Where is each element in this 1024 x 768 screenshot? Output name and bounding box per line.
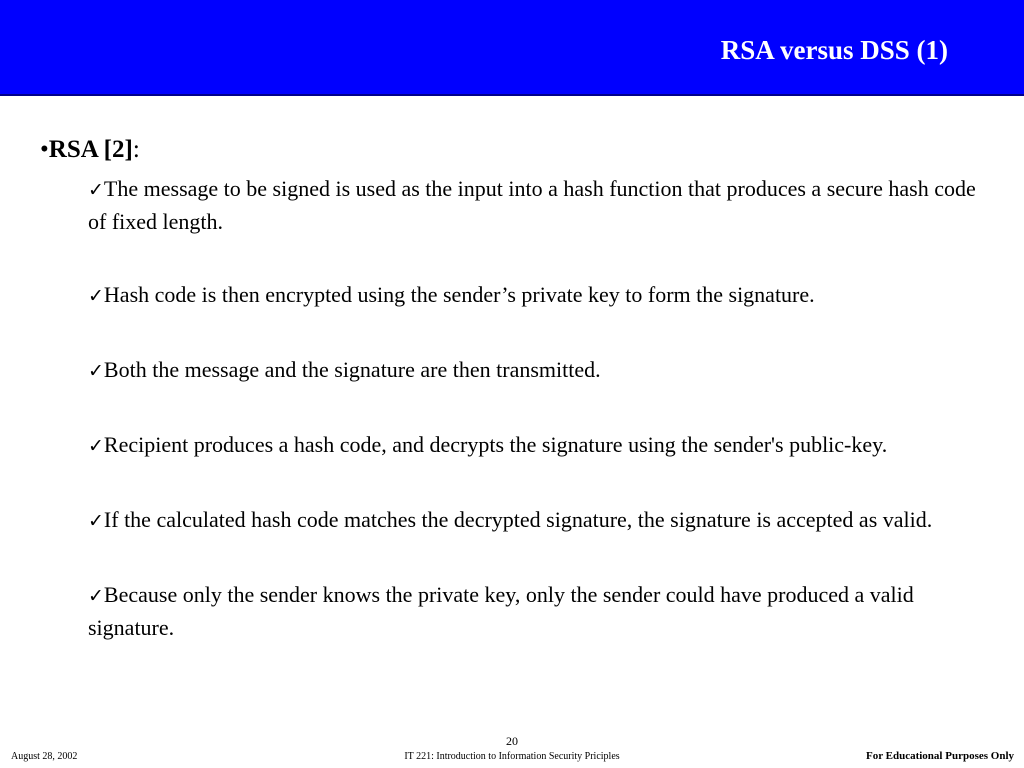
list-item [88,504,988,537]
checkmark-icon: ✓ [88,510,104,532]
checkmark-icon: ✓ [88,179,104,201]
footer-date: August 28, 2002 [11,751,78,762]
footer-notice: For Educational Purposes Only [865,750,1014,762]
footer-course-title: IT 221: Introduction to Information Security Priciples [404,751,620,762]
point-text: Both the message and the signature are then transmitted. [103,357,601,382]
list-item [88,579,988,643]
title-bar [0,0,1024,96]
section-heading-suffix: : [132,136,140,163]
point-text: The message to be signed is used as the input into a hash function that produces a secure hash code of fixed length. [88,176,976,234]
checkmark-icon: ✓ [88,360,104,382]
point-text: Recipient produces a hash code, and decrypts the signature using the sender's public-key. [103,432,888,457]
checkmark-icon: ✓ [88,285,104,307]
checkmark-icon: ✓ [88,585,104,607]
list-item [88,354,988,387]
checkmark-icon: ✓ [88,435,104,457]
slide-title: RSA versus DSS (1) [720,35,948,65]
page-number: 20 [506,734,518,748]
bullet-icon: • [40,136,49,163]
section-heading-label: RSA [2] [48,136,133,163]
list-item [88,279,988,312]
point-text: If the calculated hash code matches the decrypted signature, the signature is accepted as valid. [103,507,933,532]
list-item [88,429,988,462]
point-text: Because only the sender knows the private key, only the sender could have produced a valid signature. [88,582,914,640]
list-item [88,173,988,237]
section-heading [40,134,140,166]
point-list [88,173,988,685]
point-text: Hash code is then encrypted using the sender’s private key to form the signature. [103,282,815,307]
